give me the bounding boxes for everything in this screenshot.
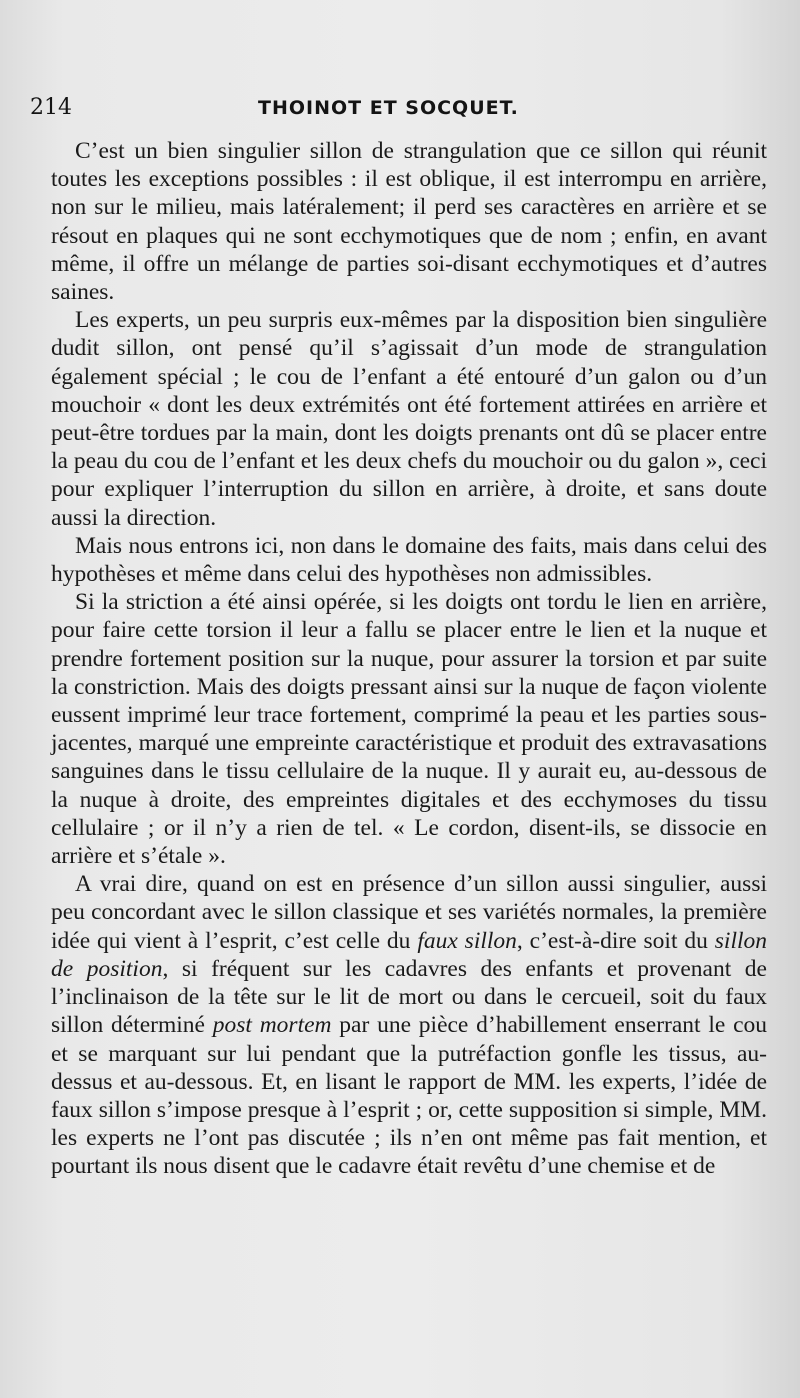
page-header (30, 93, 770, 125)
page-number: 214 (30, 95, 72, 120)
paragraph-5-italic-post-mortem: post mortem (212, 1012, 332, 1039)
paragraph-2: Les experts, un peu surpris eux-mêmes par la disposition bien singulière dudit sillon, ont pensé qu’il s’agissait d’un mode de strangulation également spécial ; le cou de l’enfant a été entouré d’un galon ou d’un mouchoir « dont les deux extrémités ont été fortement attirées en arrière et peut-être tordues par la main, dont les doigts prenants ont dû se placer entre la peau du cou de l’enfant et les deux chefs du mouchoir ou du galon », ceci pour expliquer l’interruption du sillon en arrière, à droite, et sans doute aussi la direction. (51, 307, 767, 531)
body-text (51, 137, 767, 1181)
paragraph-5-text-2: , c’est-à-dire soit du (516, 927, 715, 954)
paragraph-5-italic-faux-sillon: faux sillon (417, 927, 517, 954)
paragraph-3: Mais nous entrons ici, non dans le domaine des faits, mais dans celui des hypothèses et même dans celui des hypothèses non admissibles. (51, 532, 767, 588)
running-head: THOINOT ET SOCQUET. (258, 97, 519, 119)
paragraph-5-text-4: par une pièce d’habillement enserrant le cou et se marquant sur lui pendant que la putréfaction gonfle les tissus, au-dessus et au-dessous. Et, en lisant le rapport de MM. les experts, l’idée de faux sillon s’impose presque à l’esprit ; or, cette supposition si simple, MM. les experts ne l’ont pas discutée ; ils n’en ont même pas fait mention, et pourtant ils nous disent que le cadavre était revêtu d’une chemise et de (51, 1012, 767, 1180)
paragraph-5-text-1: A vrai dire, quand on est en présence d’un sillon aussi singulier, aussi peu concordant avec le sillon classique et ses variétés normales, la première idée qui vient à l’esprit, c’est celle du (51, 871, 767, 954)
paragraph-5-text-3: , si fréquent sur les cadavres des enfants et provenant de l’inclinaison de la tête sur le lit de mort ou dans le cercueil, soit du faux sillon déterminé (51, 955, 767, 1039)
paragraph-1: C’est un bien singulier sillon de strangulation que ce sillon qui réunit toutes les exceptions possibles : il est oblique, il est interrompu en arrière, non sur le milieu, mais latéralement; il perd ses caractères en arrière et se résout en plaques qui ne sont ecchymotiques que de nom ; enfin, en avant même, il offre un mélange de parties soi-disant ecchymotiques et d’autres saines. (51, 138, 767, 306)
paragraph-5-italic-sillon-de-position: sillon de position (51, 927, 767, 982)
paragraph-4: Si la striction a été ainsi opérée, si les doigts ont tordu le lien en arrière, pour faire cette torsion il leur a fallu se placer entre le lien et la nuque et prendre fortement position sur la nuque, pour assurer la torsion et par suite la constriction. Mais des doigts pressant ainsi sur la nuque de façon violente eussent imprimé leur trace fortement, comprimé la peau et les parties sous-jacentes, marqué une empreinte caractéristique et produit des extravasations sanguines dans le tissu cellulaire de la nuque. Il y aurait eu, au-dessous de la nuque à droite, des empreintes digitales et des ecchymoses du tissu cellulaire ; or il n’y a rien de tel. « Le cordon, disent-ils, se dissocie en arrière et s’étale ». (51, 589, 767, 870)
paragraph-5 (51, 870, 767, 1180)
